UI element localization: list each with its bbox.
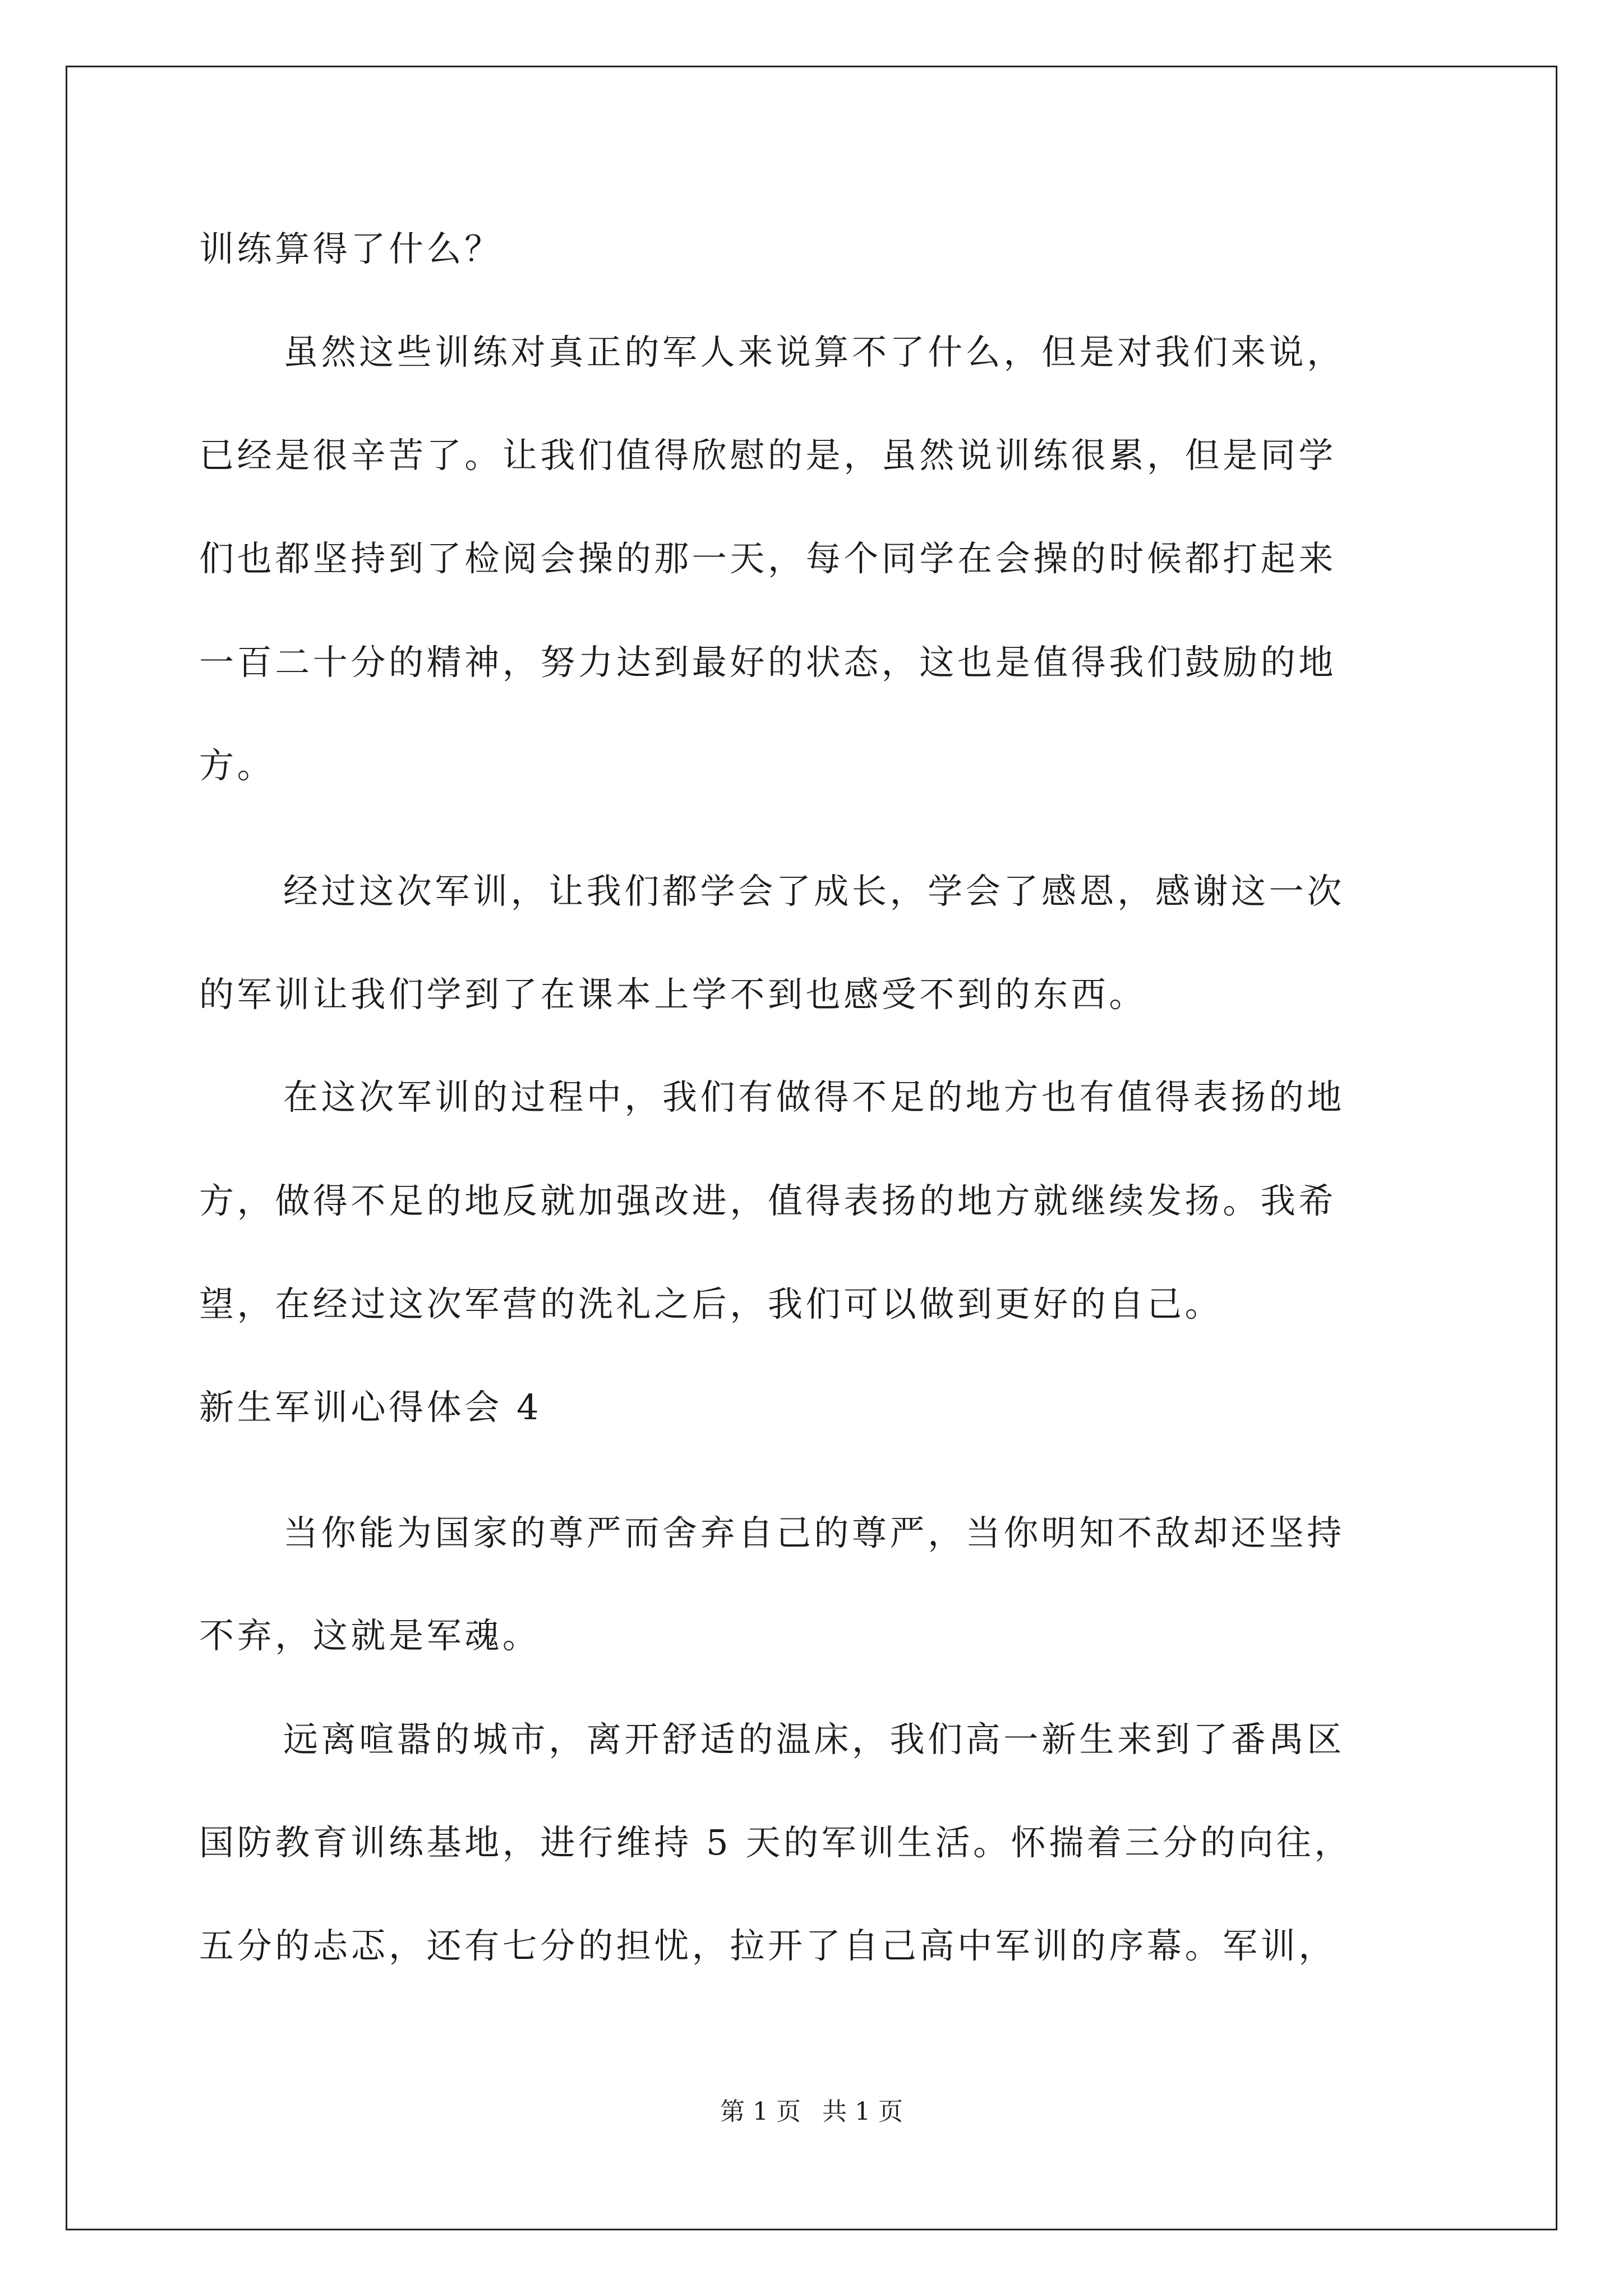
text-line: 们也都坚持到了检阅会操的那一天，每个同学在会操的时候都打起来 bbox=[199, 538, 1337, 579]
page-number: 第 1 页 bbox=[720, 2097, 801, 2126]
text-line: 训练算得了什么？ bbox=[199, 228, 502, 269]
paragraph-first-line: 远离喧嚣的城市，离开舒适的温床，我们高一新生来到了番禺区 bbox=[283, 1719, 1345, 1760]
paragraph-first-line: 在这次军训的过程中，我们有做得不足的地方也有值得表扬的地 bbox=[283, 1076, 1345, 1117]
text-line: 方，做得不足的地反就加强改进，值得表扬的地方就继续发扬。我希 bbox=[199, 1180, 1337, 1221]
section-heading: 新生军训心得体会 4 bbox=[199, 1387, 542, 1428]
text-line: 的军训让我们学到了在课本上学不到也感受不到的东西。 bbox=[199, 974, 1147, 1015]
text-line: 已经是很辛苦了。让我们值得欣慰的是，虽然说训练很累，但是同学 bbox=[199, 435, 1337, 476]
text-line: 望，在经过这次军营的洗礼之后，我们可以做到更好的自己。 bbox=[199, 1283, 1223, 1324]
text-line: 五分的忐忑，还有七分的担忧，拉开了自己高中军训的序幕。军训， bbox=[199, 1925, 1337, 1966]
text-line: 国防教育训练基地，进行维持 5 天的军训生活。怀揣着三分的向往， bbox=[199, 1822, 1353, 1863]
paragraph-first-line: 当你能为国家的尊严而舍弃自己的尊严，当你明知不敌却还坚持 bbox=[283, 1512, 1345, 1553]
page-footer bbox=[0, 2095, 1623, 2129]
text-line: 不弃，这就是军魂。 bbox=[199, 1615, 541, 1656]
text-line: 一百二十分的精神，努力达到最好的状态，这也是值得我们鼓励的地 bbox=[199, 642, 1337, 683]
text-line: 方。 bbox=[199, 745, 275, 786]
paragraph-first-line: 经过这次军训，让我们都学会了成长，学会了感恩，感谢这一次 bbox=[283, 871, 1345, 912]
paragraph-first-line: 虽然这些训练对真正的军人来说算不了什么，但是对我们来说， bbox=[283, 332, 1345, 372]
page-total: 共 1 页 bbox=[822, 2097, 903, 2126]
page-border bbox=[66, 66, 1557, 2230]
